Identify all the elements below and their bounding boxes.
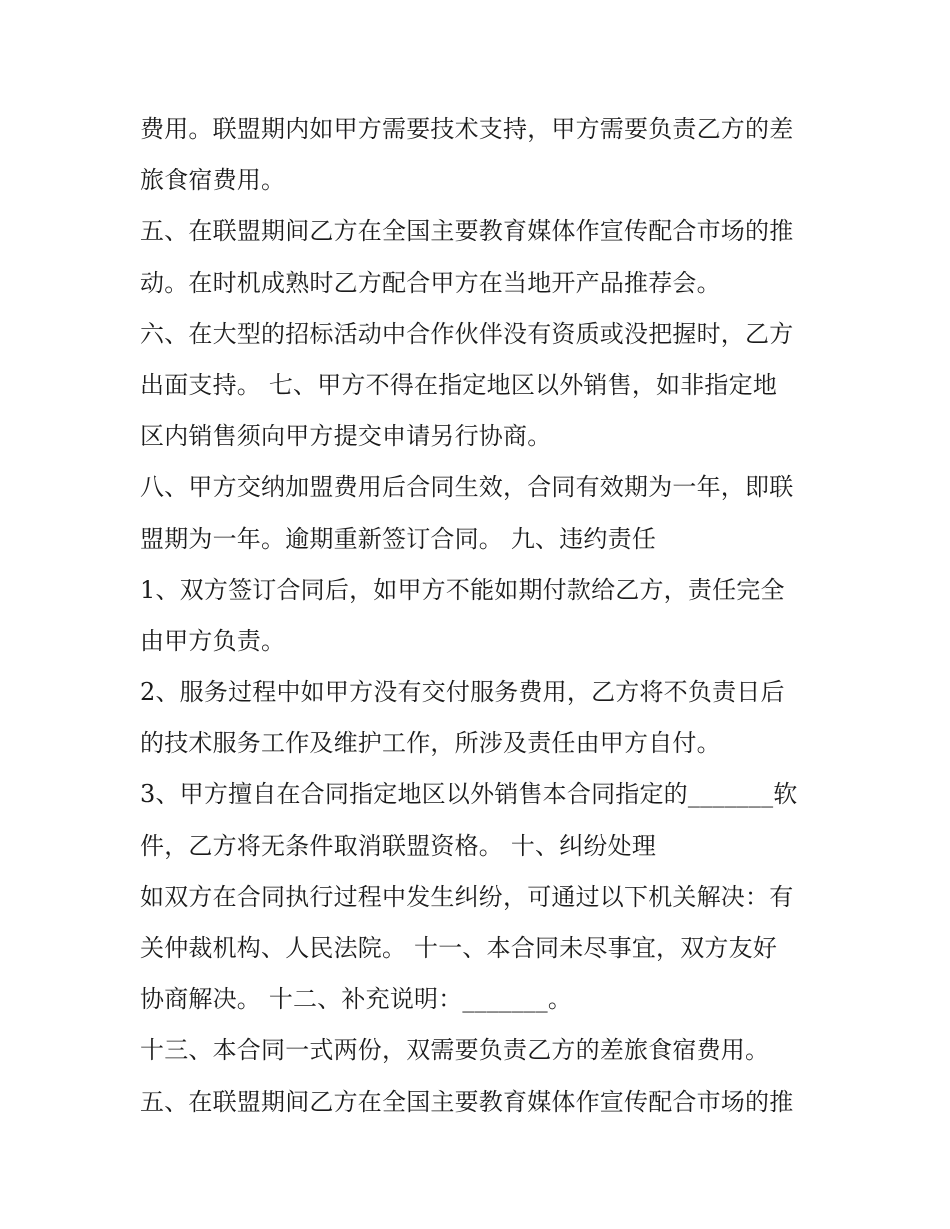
text-line: 八、甲方交纳加盟费用后合同生效，合同有效期为一年，即联: [140, 473, 794, 502]
text-line: 3、甲方擅自在合同指定地区以外销售本合同指定的_______软: [140, 780, 798, 809]
text-line: 件，乙方将无条件取消联盟资格。 十、纠纷处理: [140, 831, 657, 860]
text-line: 十三、本合同一式两份，双需要负责乙方的差旅食宿费用。: [140, 1036, 770, 1065]
text-line: 2、服务过程中如甲方没有交付服务费用，乙方将不负责日后: [140, 678, 785, 707]
text-line: 的技术服务工作及维护工作，所涉及责任由甲方自付。: [140, 729, 721, 758]
text-line: 五、在联盟期间乙方在全国主要教育媒体作宣传配合市场的推: [140, 217, 794, 246]
text-line: 五、在联盟期间乙方在全国主要教育媒体作宣传配合市场的推: [140, 1087, 794, 1116]
text-line: 关仲裁机构、人民法院。 十一、本合同未尽事宜，双方友好: [140, 934, 778, 962]
text-line: 六、在大型的招标活动中合作伙伴没有资质或没把握时，乙方: [140, 319, 794, 348]
text-line: 由甲方负责。: [140, 626, 286, 655]
text-line: 旅食宿费用。: [140, 166, 286, 195]
text-line: 出面支持。 七、甲方不得在指定地区以外销售，如非指定地: [140, 370, 778, 399]
text-line: 如双方在合同执行过程中发生纠纷，可通过以下机关解决：有: [140, 882, 794, 911]
text-line: 1、双方签订合同后，如甲方不能如期付款给乙方，责任完全: [140, 575, 785, 604]
text-line: 盟期为一年。逾期重新签订合同。 九、违约责任: [140, 524, 657, 553]
document-body: [140, 104, 820, 1128]
text-line: 协商解决。 十二、补充说明：_______。: [140, 985, 573, 1014]
text-line: 动。在时机成熟时乙方配合甲方在当地开产品推荐会。: [140, 268, 721, 297]
text-line: 区内销售须向甲方提交申请另行协商。: [140, 422, 552, 451]
text-line: 费用。联盟期内如甲方需要技术支持，甲方需要负责乙方的差: [140, 115, 794, 143]
